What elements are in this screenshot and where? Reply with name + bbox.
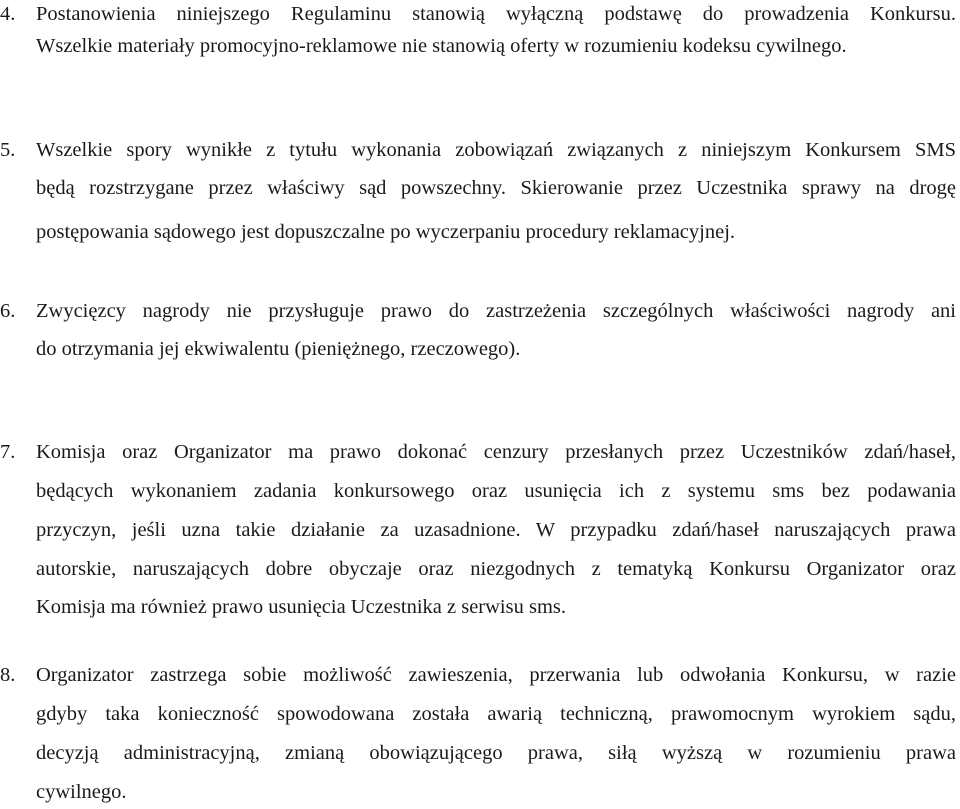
clause-line: gdyby taka konieczność spowodowana została awarią techniczną, prawomocnym wyrokiem sądu, (36, 703, 956, 725)
clause-line: cywilnego. (36, 781, 127, 803)
clause-line: Wszelkie spory wynikłe z tytułu wykonania zobowiązań związanych z niniejszym Konkursem SMS (36, 139, 956, 161)
clause-number: 5. (0, 139, 16, 161)
clause-line: Zwycięzcy nagrody nie przysługuje prawo do zastrzeżenia szczególnych właściwości nagrody ani (36, 300, 956, 322)
clause-number: 8. (0, 664, 16, 686)
clause-number: 7. (0, 441, 16, 463)
clause-line: do otrzymania jej ekwiwalentu (pieniężnego, rzeczowego). (36, 338, 521, 360)
clause-line: postępowania sądowego jest dopuszczalne po wyczerpaniu procedury reklamacyjnej. (36, 221, 736, 243)
clause-line: będących wykonaniem zadania konkursowego oraz usunięcia ich z systemu sms bez podawania (36, 480, 956, 502)
clause-line: przyczyn, jeśli uzna takie działanie za uzasadnione. W przypadku zdań/haseł naruszających prawa (36, 519, 956, 541)
clause-line: autorskie, naruszających dobre obyczaje oraz niezgodnych z tematyką Konkursu Organizator oraz (36, 558, 956, 580)
clause-number: 6. (0, 300, 16, 322)
clause-line: Komisja ma również prawo usunięcia Uczestnika z serwisu sms. (36, 596, 567, 618)
clause-line: będą rozstrzygane przez właściwy sąd powszechny. Skierowanie przez Uczestnika sprawy na drogę (36, 177, 956, 199)
clause-line: Wszelkie materiały promocyjno-reklamowe nie stanowią oferty w rozumieniu kodeksu cywilnego. (36, 35, 847, 57)
clause-line: Postanowienia niniejszego Regulaminu stanowią wyłączną podstawę do prowadzenia Konkursu. (36, 3, 956, 25)
clause-line: Komisja oraz Organizator ma prawo dokonać cenzury przesłanych przez Uczestników zdań/haseł, (36, 441, 956, 463)
clause-number: 4. (0, 3, 16, 25)
clause-line: decyzją administracyjną, zmianą obowiązującego prawa, siłą wyższą w rozumieniu prawa (36, 742, 956, 764)
clause-line: Organizator zastrzega sobie możliwość zawieszenia, przerwania lub odwołania Konkursu, w razie (36, 664, 956, 686)
